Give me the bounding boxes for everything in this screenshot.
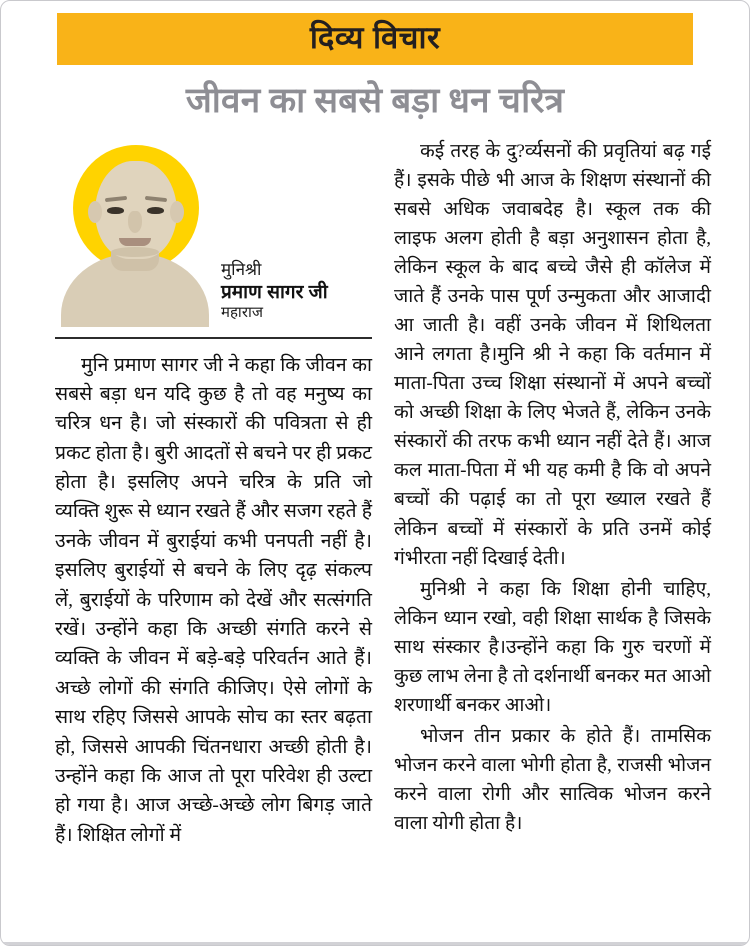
article-paragraph: कई तरह के दु?र्व्यसनों की प्रवृतियां बढ़ गई हैं। इसके पीछे भी आज के शिक्षण संस्थानों की सबसे अधिक जवाबदेह है। स्कूल तक की लाइफ अलग होती है बड़ा अनुशासन होता है, लेकिन स्कूल के बाद बच्चे जैसे ही कॉलेज में जाते हैं उनके पास पूर्ण उन्मुकता और आजादी आ जाती है। वहीं उनके जीवन में शिथिलता आने लगता है।मुनि श्री ने कहा कि वर्तमान में माता-पिता उच्च शिक्षा संस्थानों में अपने बच्चों को अच्छी शिक्षा के लिए भेजते हैं, लेकिन उनके संस्कारों की तरफ कभी ध्यान नहीं देते हैं। आज कल माता-पिता में भी यह कमी है कि वो अपने बच्चों की पढ़ाई का तो पूरा ख्याल रखते हैं लेकिन बच्चों में संस्कारों के प्रति उनमें कोई गंभीरता नहीं दिखाई देती। — [394, 140, 711, 569]
right-column — [394, 137, 711, 851]
article-columns — [1, 121, 749, 851]
masthead-title: दिव्य विचार — [309, 20, 441, 55]
article-paragraph: भोजन तीन प्रकार के होते हैं। तामसिक भोजन करने वाला भोगी होता है, राजसी भोजन करने वाला रोगी और सात्विक भोजन करने वाला योगी होता है। — [394, 726, 711, 835]
footer-divider — [2, 942, 748, 945]
byline-honorific: मुनिश्री — [221, 260, 262, 280]
article-paragraph: मुनि प्रमाण सागर जी ने कहा कि जीवन का सबसे बड़ा धन यदि कुछ है तो वह मनुष्य का चरित्र धन है। जो संस्कारों की पवित्रता से ही प्रकट होता है। बुरी आदतों से बचने पर ही प्रकट होता है। इसलिए अपने चरित्र के प्रति जो व्यक्ति शुरू से ध्यान रखते हैं और सजग रहते हैं उनके जीवन में बुराईयां कभी पनपती नहीं है। इसलिए बुराईयों से बचने के लिए दृढ़ संकल्प लें, बुराईयों के परिणाम को देखें और सत्संगति रखें। उन्होंने कहा कि अच्छी संगति करने से व्यक्ति के जीवन में बड़े-बड़े परिवर्तन आते हैं। अच्छे लोगों की संगति कीजिए। ऐसे लोगों के साथ रहिए जिससे आपके सोच का स्तर बढ़ता हो, जिससे आपकी चिंतनधारा अच्छी होती है। उन्होंने कहा कि आज तो पूरा परिवेश ही उल्टा हो गया है। आज अच्छे-अच्छे लोग बिगड़ जाते हैं। शिक्षित लोगों में — [55, 354, 372, 846]
monk-portrait-icon — [55, 137, 215, 327]
avatar — [55, 137, 215, 327]
page-title: जीवन का सबसे बड़ा धन चरित्र — [185, 81, 565, 120]
masthead-banner-container — [1, 1, 749, 65]
masthead-banner — [57, 13, 693, 65]
byline-title: महाराज — [221, 304, 263, 322]
byline-divider — [55, 337, 372, 339]
byline — [55, 137, 372, 327]
byline-name: प्रमाण सागर जी — [221, 282, 328, 304]
left-column — [55, 137, 372, 851]
byline-credit — [215, 260, 328, 326]
article-paragraph: मुनिश्री ने कहा कि शिक्षा होनी चाहिए, लेकिन ध्यान रखो, वही शिक्षा सार्थक है जिसके साथ संस्कार है।उन्होंने कहा कि गुरु चरणों में कुछ लाभ लेना है तो दर्शनार्थी बनकर मत आओ शरणार्थी बनकर आओ। — [394, 578, 711, 716]
